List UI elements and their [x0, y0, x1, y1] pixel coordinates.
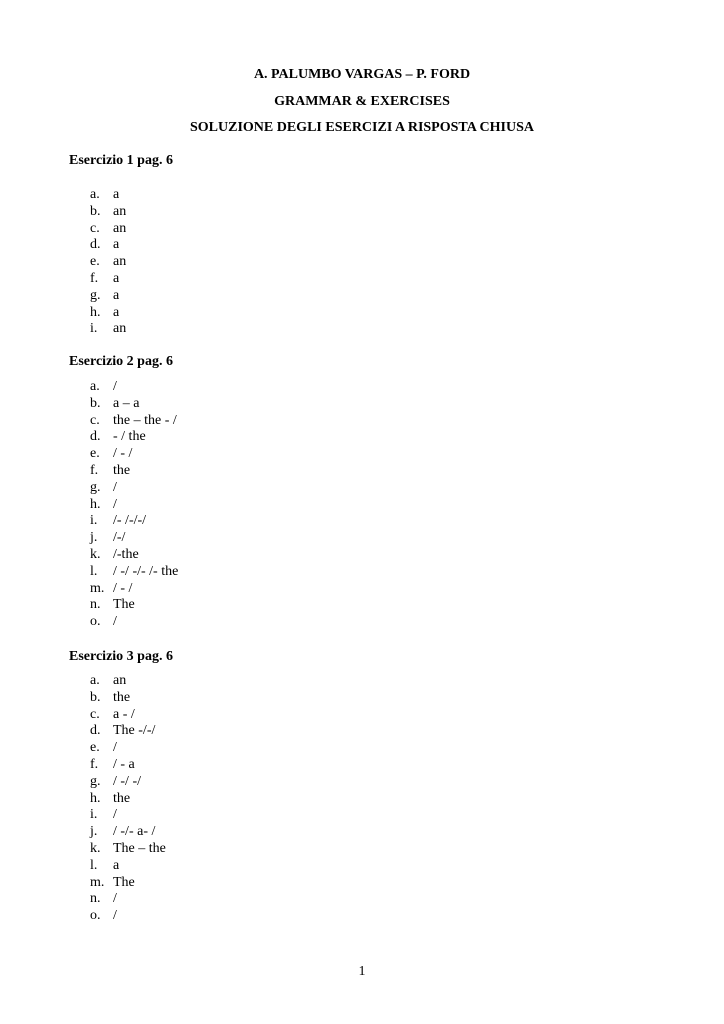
list-item [90, 271, 126, 288]
item-letter: h. [90, 790, 101, 806]
item-answer: / -/ -/ [113, 773, 141, 789]
item-letter: d. [90, 237, 101, 253]
item-answer: The [113, 597, 135, 613]
item-letter: a. [90, 187, 100, 202]
header-subtitle: SOLUZIONE DEGLI ESERCIZI A RISPOSTA CHIUSA [189, 120, 535, 135]
item-answer: The – the [113, 840, 166, 856]
list-item [90, 429, 178, 446]
item-letter: k. [90, 546, 101, 562]
list-item [90, 908, 166, 925]
item-letter: f. [90, 756, 99, 772]
item-letter: i. [90, 321, 98, 337]
item-letter: f. [90, 462, 99, 478]
list-item [90, 723, 166, 740]
item-letter: c. [90, 706, 100, 722]
header-authors: A. PALUMBO VARGAS – P. FORD [253, 67, 471, 82]
item-letter: l. [90, 563, 98, 579]
item-letter: b. [90, 395, 101, 411]
item-answer: / [113, 379, 117, 394]
item-answer: / - a [113, 756, 135, 772]
list-item [90, 321, 126, 338]
item-letter: i. [90, 807, 98, 823]
item-answer: a [113, 304, 120, 320]
item-letter: g. [90, 479, 101, 495]
item-answer: a [113, 857, 120, 873]
item-answer: a [113, 287, 120, 303]
item-answer: / [113, 496, 117, 512]
item-letter: n. [90, 597, 101, 613]
header-book-title: GRAMMAR & EXERCISES [274, 94, 450, 109]
item-letter: e. [90, 254, 100, 270]
item-answer: The [113, 874, 135, 890]
exercise-2-answers [90, 379, 178, 631]
list-item [90, 807, 166, 824]
item-letter: e. [90, 446, 100, 462]
item-letter: i. [90, 513, 98, 529]
item-answer: / - / [113, 446, 133, 462]
item-answer: / [113, 891, 117, 907]
item-answer: / - / [113, 580, 133, 596]
list-item [90, 497, 178, 514]
list-item [90, 288, 126, 305]
item-answer: / -/- a- / [113, 824, 156, 840]
list-item [90, 564, 178, 581]
item-answer: /-the [113, 546, 139, 562]
list-item [90, 413, 178, 430]
item-letter: g. [90, 773, 101, 789]
exercise-3-answers [90, 673, 166, 925]
item-answer: the [113, 790, 131, 806]
item-answer: / [113, 908, 117, 924]
item-letter: m. [90, 874, 105, 890]
item-letter: a. [90, 379, 100, 394]
item-answer: the – the - / [113, 412, 177, 428]
list-item [90, 463, 178, 480]
item-answer: a - / [113, 706, 135, 722]
item-letter: a. [90, 673, 100, 688]
list-item [90, 707, 166, 724]
item-answer: an [113, 220, 127, 236]
exercise-1-answers [90, 187, 126, 338]
item-answer: / [113, 807, 117, 823]
exercise-2-title: Esercizio 2 pag. 6 [69, 354, 173, 369]
item-letter: j. [90, 824, 98, 840]
item-answer: the [113, 462, 131, 478]
item-letter: o. [90, 614, 101, 630]
item-letter: b. [90, 203, 101, 219]
item-answer: / [113, 479, 117, 495]
item-letter: h. [90, 496, 101, 512]
item-letter: j. [90, 530, 98, 546]
list-item [90, 875, 166, 892]
list-item [90, 204, 126, 221]
list-item [90, 396, 178, 413]
list-item [90, 480, 178, 497]
item-answer: an [113, 673, 127, 688]
item-answer: a – a [113, 395, 140, 411]
list-item [90, 690, 166, 707]
list-item [90, 673, 166, 690]
item-answer: - / the [113, 429, 146, 445]
list-item [90, 446, 178, 463]
item-answer: /- /-/-/ [113, 513, 147, 529]
item-letter: e. [90, 740, 100, 756]
list-item [90, 379, 178, 396]
item-letter: k. [90, 840, 101, 856]
list-item [90, 740, 166, 757]
item-letter: d. [90, 429, 101, 445]
item-letter: g. [90, 287, 101, 303]
item-answer: /-/ [113, 530, 126, 546]
list-item [90, 841, 166, 858]
list-item [90, 757, 166, 774]
list-item [90, 547, 178, 564]
list-item [90, 858, 166, 875]
item-answer: / [113, 614, 117, 630]
list-item [90, 791, 166, 808]
list-item [90, 891, 166, 908]
list-item [90, 221, 126, 238]
item-answer: a [113, 270, 120, 286]
item-letter: h. [90, 304, 101, 320]
list-item [90, 581, 178, 598]
list-item [90, 254, 126, 271]
item-answer: the [113, 689, 131, 705]
exercise-1-title: Esercizio 1 pag. 6 [69, 153, 173, 168]
item-letter: c. [90, 220, 100, 236]
list-item [90, 187, 126, 204]
item-letter: l. [90, 857, 98, 873]
item-answer: a [113, 187, 120, 202]
item-answer: an [113, 254, 127, 270]
item-letter: d. [90, 723, 101, 739]
item-answer: / [113, 740, 117, 756]
list-item [90, 597, 178, 614]
item-answer: The -/-/ [113, 723, 156, 739]
item-answer: a [113, 237, 120, 253]
item-letter: n. [90, 891, 101, 907]
list-item [90, 305, 126, 322]
page-number: 1 [358, 964, 366, 979]
item-answer: an [113, 203, 127, 219]
list-item [90, 530, 178, 547]
list-item [90, 237, 126, 254]
list-item [90, 824, 166, 841]
item-answer: / -/ -/- /- the [113, 563, 179, 579]
list-item [90, 774, 166, 791]
exercise-3-title: Esercizio 3 pag. 6 [69, 649, 173, 664]
list-item [90, 614, 178, 631]
item-letter: c. [90, 412, 100, 428]
item-letter: f. [90, 270, 99, 286]
item-letter: b. [90, 689, 101, 705]
item-letter: m. [90, 580, 105, 596]
list-item [90, 513, 178, 530]
item-letter: o. [90, 908, 101, 924]
item-answer: an [113, 321, 127, 337]
